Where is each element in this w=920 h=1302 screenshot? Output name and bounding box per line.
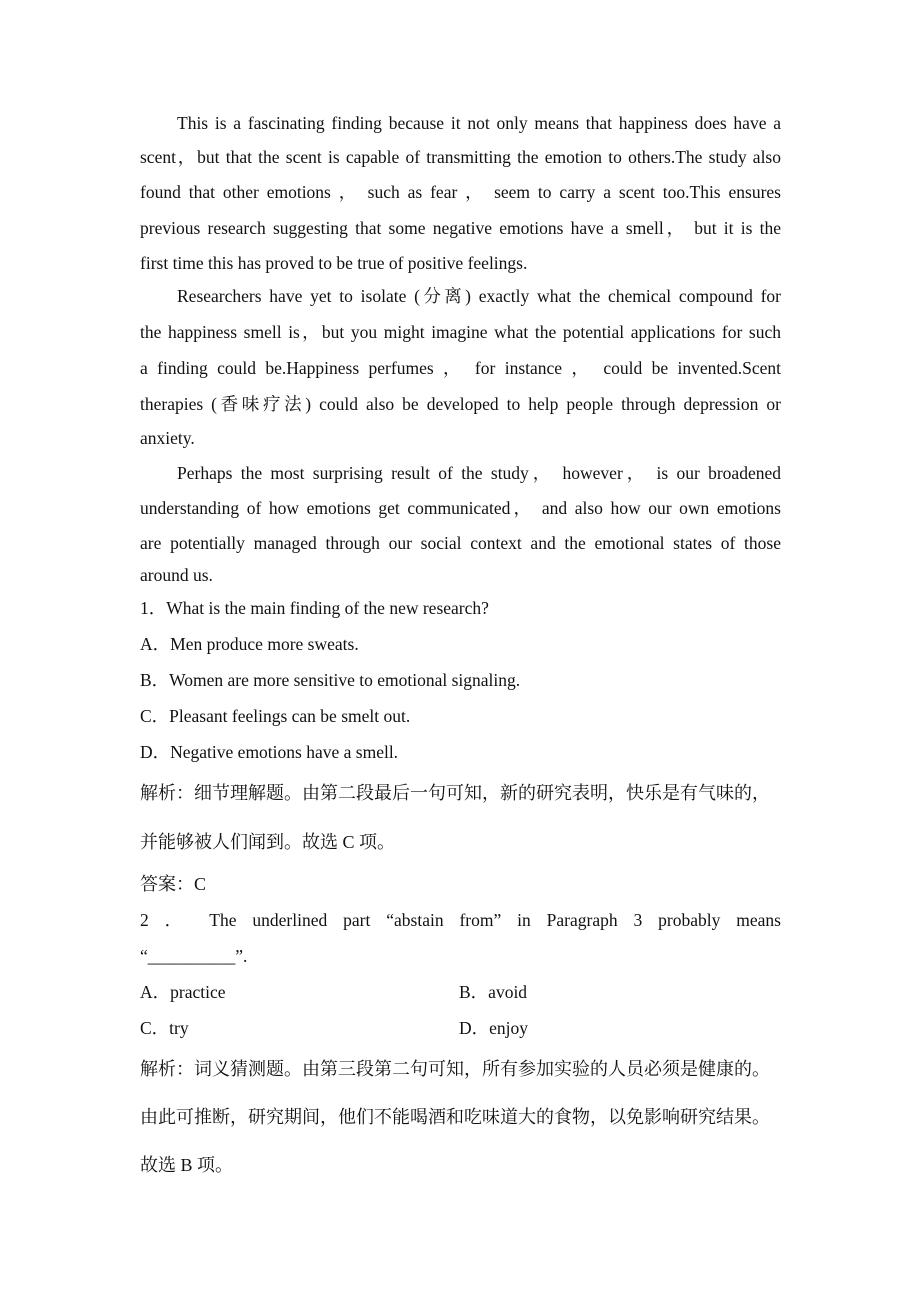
text-line: first time this has proved to be true of positive feelings. [140, 253, 528, 273]
question-text: 2 ． The underlined part “abstain from” in Paragraph 3 probably means [140, 910, 781, 930]
option-d: D．Negative emotions have a smell. [140, 742, 399, 762]
analysis-line: 解析：细节理解题。由第二段最后一句可知，新的研究表明，快乐是有气味的， [140, 783, 770, 803]
text-line: This is a fascinating finding because it not only means that happiness does have a [177, 113, 781, 133]
option-row [140, 1016, 781, 1040]
option-b: B．avoid [459, 982, 528, 1002]
text-line: the happiness smell is，but you might imagine what the potential applications for such [140, 322, 781, 342]
text-line: anxiety. [140, 428, 195, 448]
text-line: therapies (香味疗法) could also be developed to help people through depression or [140, 394, 781, 414]
option-d: D．enjoy [459, 1018, 529, 1038]
analysis-line: 解析：词义猜测题。由第三段第二句可知，所有参加实验的人员必须是健康的。 [140, 1059, 770, 1079]
text-line: Perhaps the most surprising result of the study， however， is our broadened [177, 463, 781, 483]
text-line: understanding of how emotions get communicated， and also how our own emotions [140, 498, 781, 518]
option-row [140, 980, 781, 1004]
text-line: are potentially managed through our social context and the emotional states of those [140, 533, 781, 553]
question-text: 1．What is the main finding of the new research? [140, 598, 489, 618]
text-line: a finding could be.Happiness perfumes ， for instance ， could be invented.Scent [140, 358, 781, 378]
option-c: C．try [140, 1018, 189, 1038]
text-line: scent，but that the scent is capable of transmitting the emotion to others.The study also [140, 147, 781, 167]
text-line: previous research suggesting that some negative emotions have a smell， but it is the [140, 218, 781, 238]
text-line: around us. [140, 565, 213, 585]
text-line: found that other emotions ， such as fear ， seem to carry a scent too.This ensures [140, 182, 781, 202]
option-a: A．practice [140, 982, 226, 1002]
option-c: C．Pleasant feelings can be smelt out. [140, 706, 411, 726]
analysis-line: 故选 B 项。 [140, 1155, 234, 1175]
analysis-line: 并能够被人们闻到。故选 C 项。 [140, 832, 396, 852]
text-line: Researchers have yet to isolate (分离) exactly what the chemical compound for [177, 286, 781, 306]
option-b: B．Women are more sensitive to emotional signaling. [140, 670, 521, 690]
option-a: A．Men produce more sweats. [140, 634, 359, 654]
analysis-line: 由此可推断，研究期间，他们不能喝酒和吃味道大的食物，以免影响研究结果。 [140, 1107, 770, 1127]
question-blank: “__________”. [140, 946, 248, 966]
answer: 答案：C [140, 874, 207, 894]
